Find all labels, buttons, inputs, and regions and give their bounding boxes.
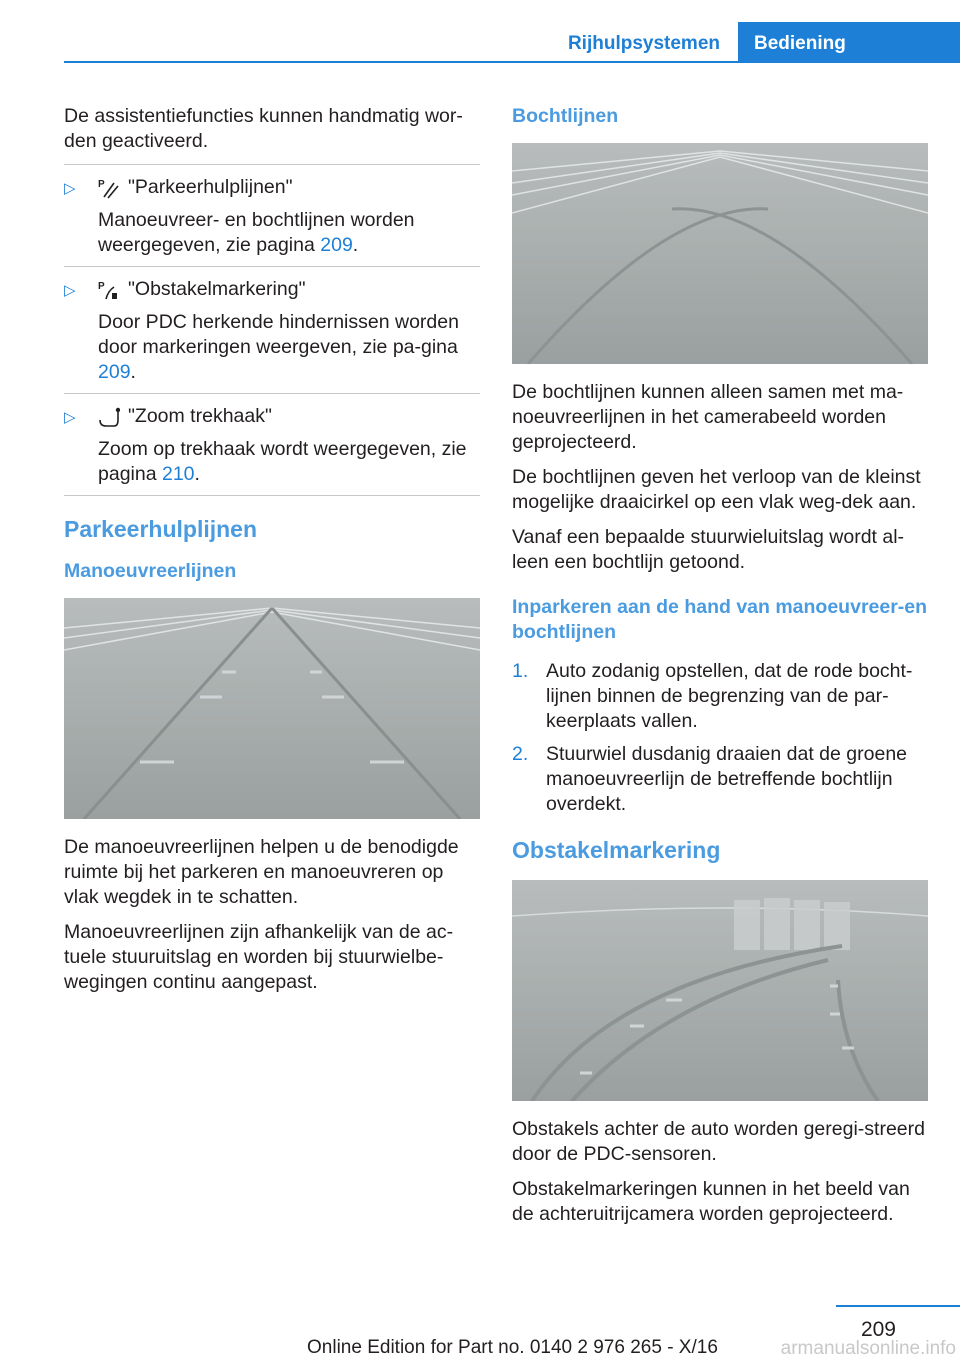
bullet-zoom-trekhaak (64, 394, 480, 496)
section-heading: Parkeerhulplijnen (64, 516, 258, 542)
section-heading: Obstakelmarkering (512, 837, 721, 863)
maneuver-lines-image (64, 598, 480, 819)
curve-lines-image (512, 143, 928, 364)
paragraph: De manoeuvreerlijnen helpen u de benodigde ruimte bij het parkeren en manoeuvreren op vlak wegdek in te schatten. (64, 836, 459, 908)
bullet-parkeerhulplijnen (64, 164, 480, 267)
step-text: Stuurwiel dusdanig draaien dat de groene manoeuvreerlijn de betreffende bochtlijn overdekt. (546, 743, 908, 815)
header-tab (738, 22, 960, 63)
left-column (64, 104, 480, 1005)
header-tab-label: Bediening (754, 33, 846, 54)
subsection-heading: Bochtlijnen (512, 105, 619, 127)
header-section: Rijhulpsystemen (567, 33, 720, 54)
punct: . (130, 361, 136, 383)
paragraph: Obstakels achter de auto worden geregi-streerd door de PDC-sensoren. (512, 1118, 925, 1165)
list-item (512, 742, 928, 817)
paragraph: De bochtlijnen kunnen alleen samen met ma-noeuvreerlijnen in het camerabeeld worden geprojecteerd. (512, 381, 904, 453)
page-ref-link[interactable]: 210 (161, 463, 195, 485)
bullet-obstakelmarkering (64, 267, 480, 394)
parking-lines-icon (98, 177, 120, 199)
paragraph: De bochtlijnen geven het verloop van de kleinst mogelijke draaicirkel op een vlak weg-dek aan. (512, 466, 921, 513)
obstacle-marking-image (512, 880, 928, 1101)
bullet-title: "Parkeerhulplijnen" (128, 176, 293, 198)
page-ref-link[interactable]: 209 (320, 234, 353, 256)
paragraph: Obstakelmarkeringen kunnen in het beeld van de achteruitrijcamera worden geprojecteerd. (512, 1178, 910, 1225)
right-column (512, 104, 928, 1237)
svg-text:P: P (98, 280, 105, 292)
bullet-text: Zoom op trekhaak wordt weergegeven, zie pagina (98, 438, 467, 485)
bullet-text: Door PDC herkende hindernissen worden door markeringen weergeven, zie pa-gina (98, 311, 459, 358)
bullet-title: "Obstakelmarkering" (128, 278, 306, 300)
subsection-heading: Manoeuvreerlijnen (64, 560, 237, 582)
triangle-bullet-icon: ▷ (64, 282, 76, 299)
footer-rule (836, 1305, 960, 1307)
steps-list (512, 659, 928, 817)
triangle-bullet-icon: ▷ (64, 180, 76, 197)
intro-text: De assistentiefuncties kunnen handmatig wor-den geactiveerd. (64, 105, 463, 152)
svg-text:P: P (98, 178, 105, 190)
punct: . (194, 463, 200, 485)
step-number: 1. (512, 660, 529, 682)
subsection-heading: Inparkeren aan de hand van manoeuvreer-en bochtlijnen (512, 596, 928, 643)
edition-text: Online Edition for Part no. 0140 2 976 265 - X/16 (307, 1337, 718, 1358)
page-ref-link[interactable]: 209 (98, 361, 131, 383)
paragraph: Vanaf een bepaalde stuurwieluitslag wordt al-leen een bochtlijn getoond. (512, 526, 905, 573)
watermark: armanualsonline.info (780, 1338, 956, 1359)
page-number: 209 (860, 1318, 896, 1341)
tow-hitch-icon (98, 406, 120, 428)
obstacle-marking-icon (98, 279, 120, 301)
bullet-text: Manoeuvreer- en bochtlijnen worden weergegeven, zie pagina (98, 209, 415, 256)
bullet-title: "Zoom trekhaak" (128, 405, 272, 427)
step-number: 2. (512, 743, 529, 765)
step-text: Auto zodanig opstellen, dat de rode bocht-lijnen binnen de begrenzing van de par-keerplaats vallen. (546, 660, 913, 732)
triangle-bullet-icon: ▷ (64, 409, 76, 426)
paragraph: Manoeuvreerlijnen zijn afhankelijk van de ac-tuele stuuruitslag en worden bij stuurwielbe-wegingen continu aangepast. (64, 921, 454, 993)
punct: . (352, 234, 359, 256)
list-item (512, 659, 928, 734)
